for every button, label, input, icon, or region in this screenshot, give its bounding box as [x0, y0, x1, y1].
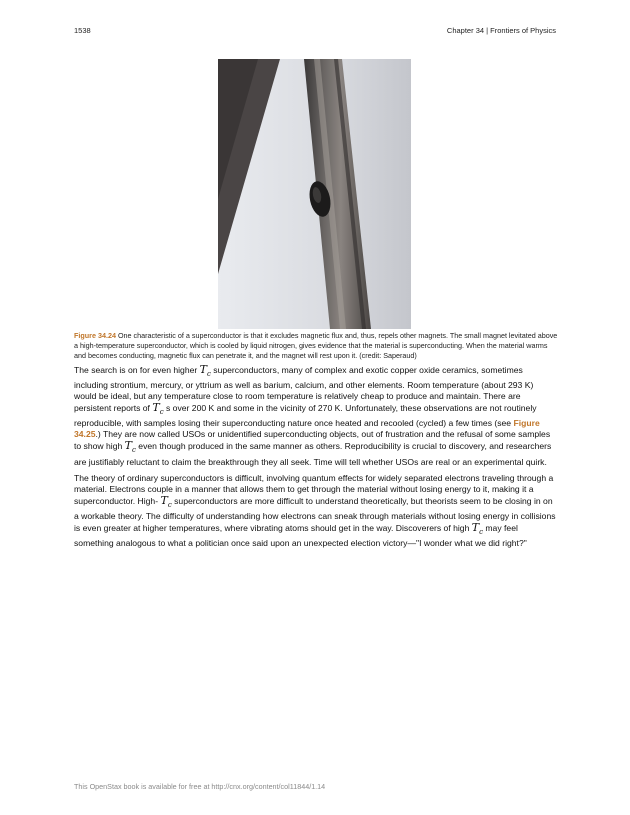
tc-symbol	[160, 494, 171, 507]
tc-letter: T	[471, 520, 480, 534]
tc-subscript: c	[167, 500, 172, 509]
paragraph-1	[74, 364, 558, 468]
figure-link[interactable]: Figure 34.25	[74, 418, 540, 440]
tc-letter: T	[160, 493, 168, 507]
caption-text: One characteristic of a superconductor is that it excludes magnetic flux and, thus, repels other magnets. The small magnet levitated above a high-temperature superconductor, which is cooled by liquid nitrogen, gives evidence that the material is superconducting. When the material warms and becomes conducting, magnetic flux can penetrate it, and the magnet will rest upon it. (credit: Saperaud)	[74, 331, 558, 360]
figure-photo	[218, 59, 411, 329]
figure-caption	[74, 331, 558, 361]
tc-letter: T	[199, 363, 207, 376]
tc-letter: T	[124, 439, 132, 453]
tc-letter: T	[152, 401, 160, 415]
text-span: superconductors, many of complex and exotic copper oxide ceramics, sometimes including strontium, mercury, or yttrium as well as barium, calcium, and other elements. Room temperature (about 293 K) would be ideal, but any temperature close to room temperature is relatively cheap to produce and maintain. There are persistent reports of	[74, 365, 534, 414]
tc-subscript: c	[479, 527, 484, 536]
text-span: s over 200 K and some in the vicinity of 270 K. Unfortunately, these observations are not routinely reproducible, with samples losing their superconducting nature once heated and recooled (cycled) a few times (see	[74, 403, 537, 429]
text-span: The search is on for even higher	[74, 365, 200, 375]
paragraph-2	[74, 473, 558, 549]
tc-subscript: c	[159, 408, 164, 417]
tc-subscript: c	[206, 370, 211, 379]
text-span: superconductors are more difficult to understand theoretically, but theorists seem to be closing in on a workable theory. The difficulty of understanding how electrons can sneak through materials without losing energy in collisions is even greater at higher temperatures, where vibrating atoms should get in the way. Discoverers of high	[74, 495, 556, 533]
body-text	[74, 364, 558, 554]
page-footer: This OpenStax book is available for free at http://cnx.org/content/col11844/1.14	[74, 782, 326, 791]
tc-symbol	[472, 521, 483, 534]
tc-subscript: c	[131, 446, 136, 455]
text-span: .) They are now called USOs or unidentified superconducting objects, out of frustration and the refusal of some samples to show high	[74, 429, 551, 452]
tc-symbol	[199, 363, 211, 379]
text-span: may feel something analogous to what a politician once said upon an unexpected election victory—"I wonder what we did right?"	[74, 522, 527, 548]
chapter-title: Chapter 34 | Frontiers of Physics	[446, 26, 556, 35]
page-number: 1538	[74, 26, 91, 35]
figure-label: Figure 34.24	[74, 331, 116, 340]
text-span: even though produced in the same manner as others. Reproducibility is crucial to discovery, and researchers are justifiably reluctant to claim the breakthrough they all seek. Time will tell whether USOs are real or an experimental quirk.	[74, 441, 552, 467]
tc-symbol	[152, 401, 164, 417]
tc-symbol	[124, 439, 136, 455]
text-span: The theory of ordinary superconductors is difficult, involving quantum effects for widely separated electrons traveling through a material. Electrons couple in a manner that allows them to get through the material without losing energy to it, making it a superconductor. High-	[74, 472, 554, 506]
